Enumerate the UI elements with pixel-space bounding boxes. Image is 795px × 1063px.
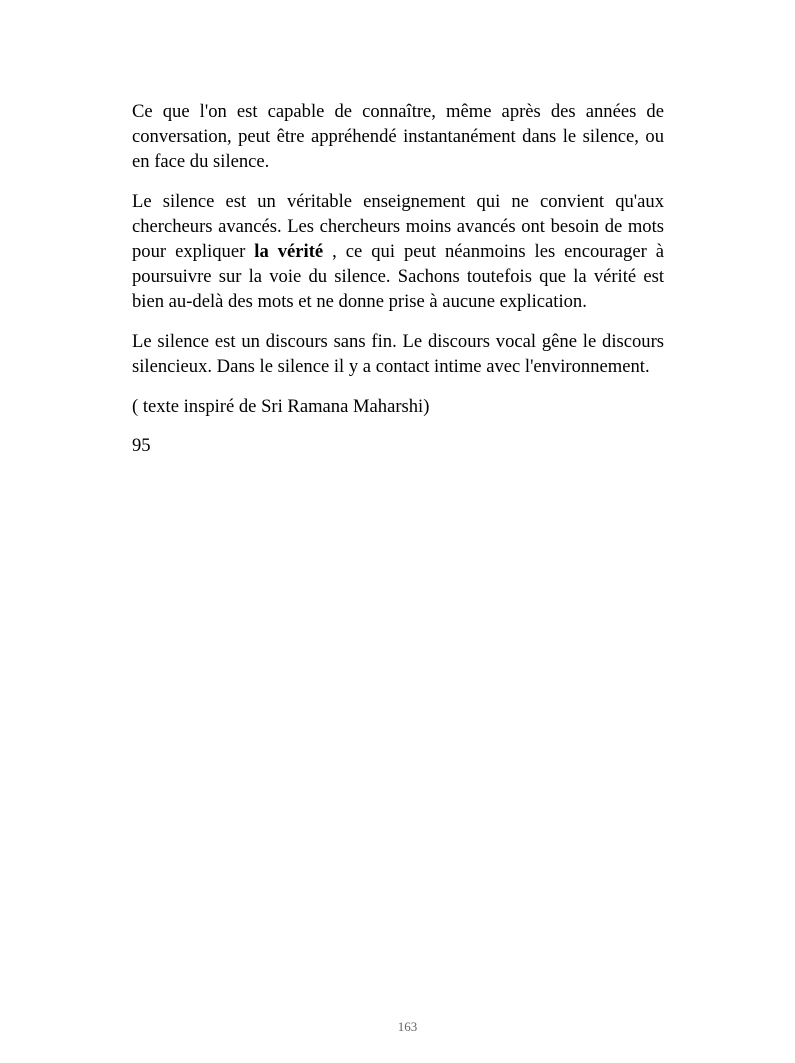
emphasis-la-verite: la vérité	[254, 241, 324, 262]
paragraph-2	[132, 189, 664, 314]
page-number: 163	[397, 1019, 418, 1034]
attribution: ( texte inspiré de Sri Ramana Maharshi)	[132, 396, 430, 417]
text-body	[132, 99, 664, 458]
paragraph-1: Ce que l'on est capable de connaître, même après des années de conversation, peut être appréhendé instantanément dans le silence, ou en face du silence.	[132, 101, 664, 172]
paragraph-2-start: Le silence est un véritable enseignement qui ne convient qu'aux chercheurs avancés. Les chercheurs moins avancés ont besoin de mots pour expliquer	[132, 191, 664, 262]
section-number: 95	[132, 435, 151, 456]
paragraph-3: Le silence est un discours sans fin. Le discours vocal gêne le discours silencieux. Dans le silence il y a contact intime avec l'environnement.	[132, 331, 664, 377]
paragraph-2-end: , ce qui peut néanmoins les encourager à poursuivre sur la voie du silence. Sachons toutefois que la vérité est bien au-delà des mots et ne donne prise à aucune explication.	[132, 241, 664, 312]
